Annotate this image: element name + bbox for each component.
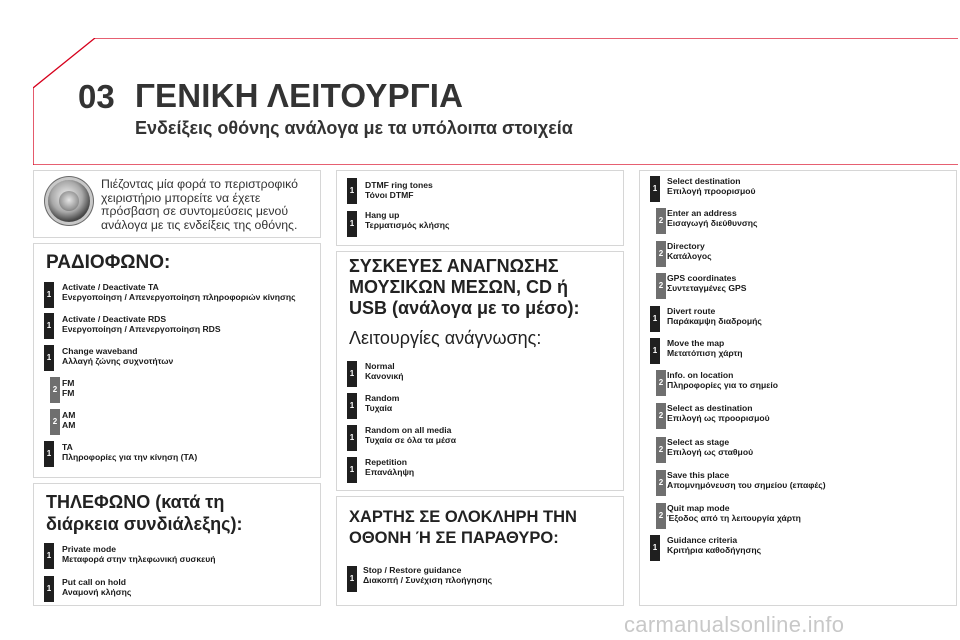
map-title xyxy=(349,507,577,549)
phone-title-line2: διάρκεια συνδιάλεξης): xyxy=(46,514,243,534)
item-en: GPS coordinates xyxy=(667,273,737,283)
menu-item xyxy=(667,176,756,196)
level-badge: 1 xyxy=(347,457,357,483)
item-gr: Τυχαία σε όλα τα μέσα xyxy=(365,435,457,445)
item-en: Save this place xyxy=(667,470,730,480)
page-title: ΓΕΝΙΚΗ ΛΕΙΤΟΥΡΓΙΑ xyxy=(135,77,464,114)
item-gr: Αλλαγή ζώνης συχνοτήτων xyxy=(62,356,174,366)
item-gr: Μεταφορά στην τηλεφωνική συσκευή xyxy=(62,554,216,564)
level-badge: 1 xyxy=(44,282,54,308)
level-badge: 1 xyxy=(44,313,54,339)
item-gr: Κανονική xyxy=(365,371,404,381)
menu-item xyxy=(363,565,492,585)
menu-item xyxy=(62,410,75,430)
menu-item xyxy=(62,314,221,334)
menu-item xyxy=(667,503,801,523)
item-gr: Παράκαμψη διαδρομής xyxy=(667,316,762,326)
item-en: Activate / Deactivate TA xyxy=(62,282,159,292)
menu-item xyxy=(62,282,296,302)
item-gr: FM xyxy=(62,388,75,398)
media-title-line2: ΜΟΥΣΙΚΩΝ ΜΕΣΩΝ, CD ή xyxy=(349,277,568,297)
level-badge: 1 xyxy=(347,425,357,451)
level-badge: 2 xyxy=(656,241,666,267)
item-en: Directory xyxy=(667,241,705,251)
item-en: Normal xyxy=(365,361,395,371)
menu-item xyxy=(62,442,197,462)
item-gr: Επιλογή ως προορισμού xyxy=(667,413,770,423)
menu-item xyxy=(667,470,826,490)
level-badge: 2 xyxy=(656,208,666,234)
level-badge: 2 xyxy=(656,437,666,463)
level-badge: 1 xyxy=(347,211,357,237)
menu-item xyxy=(667,338,743,358)
item-en: Random on all media xyxy=(365,425,452,435)
item-gr: Αναμονή κλήσης xyxy=(62,587,132,597)
item-gr: Απομνημόνευση του σημείου (επαφές) xyxy=(667,480,826,490)
item-en: Divert route xyxy=(667,306,716,316)
item-en: Activate / Deactivate RDS xyxy=(62,314,167,324)
item-en: Repetition xyxy=(365,457,408,467)
level-badge: 2 xyxy=(656,273,666,299)
level-badge: 2 xyxy=(656,503,666,529)
menu-item xyxy=(62,544,215,564)
menu-item xyxy=(365,210,449,230)
map-title-line2: ΟΘΟΝΗ Ή ΣΕ ΠΑΡΑΘΥΡΟ: xyxy=(349,529,559,547)
media-title-line3: USB (ανάλογα με το μέσο): xyxy=(349,298,580,318)
menu-item xyxy=(667,403,770,423)
item-gr: Επανάληψη xyxy=(365,467,415,477)
item-en: Move the map xyxy=(667,338,725,348)
level-badge: 1 xyxy=(347,393,357,419)
item-gr: Κατάλογος xyxy=(667,251,712,261)
item-gr: Εισαγωγή διεύθυνσης xyxy=(667,218,758,228)
phone-title-line1: ΤΗΛΕΦΩΝΟ (κατά τη xyxy=(46,492,225,512)
intro-text: Πιέζοντας μία φορά το περιστροφικό χειριστήριο μπορείτε να έχετε πρόσβαση σε συντομεύσεις μενού ανάλογα με τις ενδείξεις της οθόνης. xyxy=(101,177,298,232)
item-gr: Επιλογή προορισμού xyxy=(667,186,756,196)
page-subtitle: Ενδείξεις οθόνης ανάλογα με τα υπόλοιπα στοιχεία xyxy=(135,118,573,138)
item-en: Change waveband xyxy=(62,346,138,356)
item-en: Select destination xyxy=(667,176,741,186)
menu-item xyxy=(365,393,399,413)
level-badge: 2 xyxy=(656,470,666,496)
menu-item xyxy=(365,425,456,445)
chapter-number: 03 xyxy=(78,78,115,115)
level-badge: 1 xyxy=(650,306,660,332)
menu-item xyxy=(365,457,414,477)
level-badge: 2 xyxy=(50,377,60,403)
item-en: Hang up xyxy=(365,210,400,220)
level-badge: 1 xyxy=(650,176,660,202)
menu-item xyxy=(62,378,74,398)
item-en: Quit map mode xyxy=(667,503,730,513)
menu-item xyxy=(667,306,762,326)
menu-item xyxy=(62,577,131,597)
menu-item xyxy=(667,241,712,261)
item-gr: Πληροφορίες για την κίνηση (TA) xyxy=(62,452,198,462)
item-gr: Κριτήρια καθοδήγησης xyxy=(667,545,762,555)
level-badge: 1 xyxy=(44,345,54,371)
rotary-knob-icon xyxy=(48,180,90,222)
item-gr: Ενεργοποίηση / Απενεργοποίηση RDS xyxy=(62,324,221,334)
level-badge: 1 xyxy=(44,543,54,569)
item-en: AM xyxy=(62,410,76,420)
item-en: Private mode xyxy=(62,544,116,554)
item-gr: Έξοδος από τη λειτουργία χάρτη xyxy=(667,513,801,523)
item-en: FM xyxy=(62,378,75,388)
item-en: Enter an address xyxy=(667,208,737,218)
item-gr: Τερματισμός κλήσης xyxy=(365,220,450,230)
item-en: Select as destination xyxy=(667,403,753,413)
media-title xyxy=(349,256,580,319)
watermark-text: carmanualsonline.info xyxy=(624,612,845,637)
item-gr: Διακοπή / Συνέχιση πλοήγησης xyxy=(363,575,493,585)
item-en: Put call on hold xyxy=(62,577,126,587)
item-gr: Επιλογή ως σταθμού xyxy=(667,447,754,457)
level-badge: 1 xyxy=(44,576,54,602)
phone-title xyxy=(46,491,242,535)
item-en: Stop / Restore guidance xyxy=(363,565,462,575)
menu-item xyxy=(667,208,757,228)
item-en: Random xyxy=(365,393,400,403)
item-en: Guidance criteria xyxy=(667,535,738,545)
level-badge: 1 xyxy=(347,566,357,592)
item-gr: Πληροφορίες για το σημείο xyxy=(667,380,779,390)
item-en: TA xyxy=(62,442,73,452)
item-gr: Συντεταγμένες GPS xyxy=(667,283,747,293)
level-badge: 1 xyxy=(347,361,357,387)
item-gr: Ενεργοποίηση / Απενεργοποίηση πληροφοριών κίνησης xyxy=(62,292,296,302)
media-subtitle: Λειτουργίες ανάγνωσης: xyxy=(349,328,542,348)
item-gr: Τόνοι DTMF xyxy=(365,190,414,200)
level-badge: 2 xyxy=(656,370,666,396)
menu-item xyxy=(667,437,753,457)
menu-item xyxy=(365,180,433,200)
menu-item xyxy=(365,361,404,381)
level-badge: 1 xyxy=(650,535,660,561)
radio-title: ΡΑΔΙΟΦΩΝΟ: xyxy=(46,252,171,273)
map-title-line1: ΧΑΡΤΗΣ ΣΕ ΟΛΟΚΛΗΡΗ ΤΗΝ xyxy=(349,508,577,526)
item-en: Info. on location xyxy=(667,370,734,380)
menu-item xyxy=(667,535,761,555)
menu-item xyxy=(667,370,778,390)
level-badge: 1 xyxy=(44,441,54,467)
media-title-line1: ΣΥΣΚΕΥΕΣ ΑΝΑΓΝΩΣΗΣ xyxy=(349,256,559,276)
item-gr: Τυχαία xyxy=(365,403,393,413)
item-en: Select as stage xyxy=(667,437,730,447)
level-badge: 1 xyxy=(650,338,660,364)
item-en: DTMF ring tones xyxy=(365,180,433,190)
menu-item xyxy=(62,346,173,366)
menu-item xyxy=(667,273,747,293)
item-gr: Μετατόπιση χάρτη xyxy=(667,348,743,358)
level-badge: 1 xyxy=(347,178,357,204)
level-badge: 2 xyxy=(656,403,666,429)
item-gr: AM xyxy=(62,420,76,430)
level-badge: 2 xyxy=(50,409,60,435)
